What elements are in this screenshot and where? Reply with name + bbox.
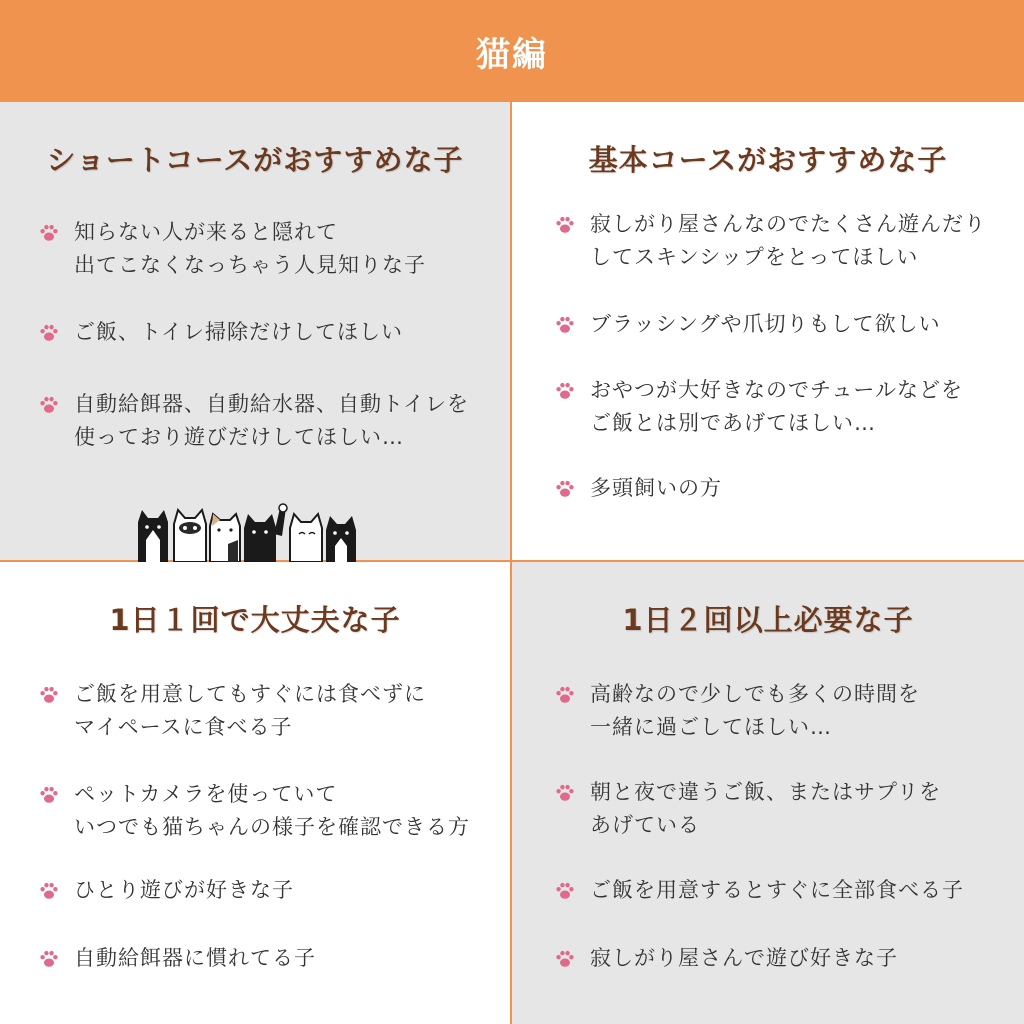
list-item-text: ご飯、トイレ掃除だけしてほしい: [74, 320, 403, 344]
list-item: [554, 776, 941, 842]
once-daily-title: 1日１回で大丈夫な子: [109, 603, 401, 637]
page-title: 猫編: [476, 34, 548, 75]
list-item-text: 寂しがり屋さんなのでたくさん遊んだり してスキンシップをとってほしい: [590, 212, 986, 269]
list-item: [554, 678, 920, 744]
list-item: [38, 874, 294, 907]
twice-daily-panel: [512, 562, 1024, 1024]
cats-illustration: [132, 500, 358, 562]
once-daily-panel: [0, 562, 512, 1024]
cat-icon: [326, 516, 356, 562]
paw-icon: [554, 684, 576, 706]
paw-icon: [554, 880, 576, 902]
list-item-text: ひとり遊びが好きな子: [74, 878, 294, 902]
list-item: [38, 216, 426, 282]
paw-icon: [554, 314, 576, 336]
paw-icon: [38, 684, 60, 706]
list-item: [38, 388, 469, 454]
cat-icon: [290, 514, 322, 562]
list-item-text: 多頭飼いの方: [590, 476, 722, 500]
list-item-text: 寂しがり屋さんで遊び好きな子: [590, 946, 898, 970]
short-course-panel: [0, 102, 512, 562]
paw-icon: [38, 784, 60, 806]
list-item-text: 朝と夜で違うご飯、またはサプリを あげている: [590, 780, 942, 837]
list-item: [554, 942, 898, 975]
paw-icon: [554, 782, 576, 804]
list-item: [38, 678, 426, 744]
paw-icon: [38, 394, 60, 416]
list-item: [554, 374, 963, 440]
paw-icon: [554, 478, 576, 500]
basic-course-panel: [512, 102, 1024, 562]
list-item-text: 知らない人が来ると隠れて 出てこなくなっちゃう人見知りな子: [74, 220, 426, 277]
paw-icon: [38, 948, 60, 970]
paw-icon: [554, 214, 576, 236]
cat-icon: [244, 504, 287, 562]
list-item: [554, 472, 722, 505]
paw-icon: [38, 222, 60, 244]
list-item-text: ブラッシングや爪切りもして欲しい: [590, 312, 941, 336]
paw-icon: [554, 948, 576, 970]
list-item-text: ご飯を用意してもすぐには食べずに マイペースに食べる子: [74, 682, 426, 739]
paw-icon: [38, 322, 60, 344]
list-item: [554, 308, 941, 341]
list-item: [38, 778, 470, 844]
paw-icon: [38, 880, 60, 902]
list-item-text: ペットカメラを使っていて いつでも猫ちゃんの様子を確認できる方: [74, 782, 470, 839]
list-item: [554, 874, 964, 907]
list-item: [38, 316, 403, 349]
list-item: [38, 942, 316, 975]
basic-course-title: 基本コースがおすすめな子: [588, 143, 948, 177]
list-item-text: ご飯を用意するとすぐに全部食べる子: [590, 878, 964, 902]
cat-icon: [210, 514, 240, 562]
cat-icon: [138, 510, 168, 562]
paw-icon: [554, 380, 576, 402]
twice-daily-title: 1日２回以上必要な子: [622, 603, 914, 637]
short-course-title: ショートコースがおすすめな子: [46, 143, 464, 177]
list-item-text: 高齢なので少しでも多くの時間を 一緒に過ごしてほしい…: [590, 682, 920, 739]
header-bar: [0, 0, 1024, 102]
list-item-text: おやつが大好きなのでチュールなどを ご飯とは別であげてほしい…: [590, 378, 963, 435]
list-item-text: 自動給餌器、自動給水器、自動トイレを 使っており遊びだけしてほしい…: [74, 392, 469, 449]
cat-icon: [174, 510, 206, 562]
list-item: [554, 208, 986, 274]
list-item-text: 自動給餌器に慣れてる子: [74, 946, 316, 970]
